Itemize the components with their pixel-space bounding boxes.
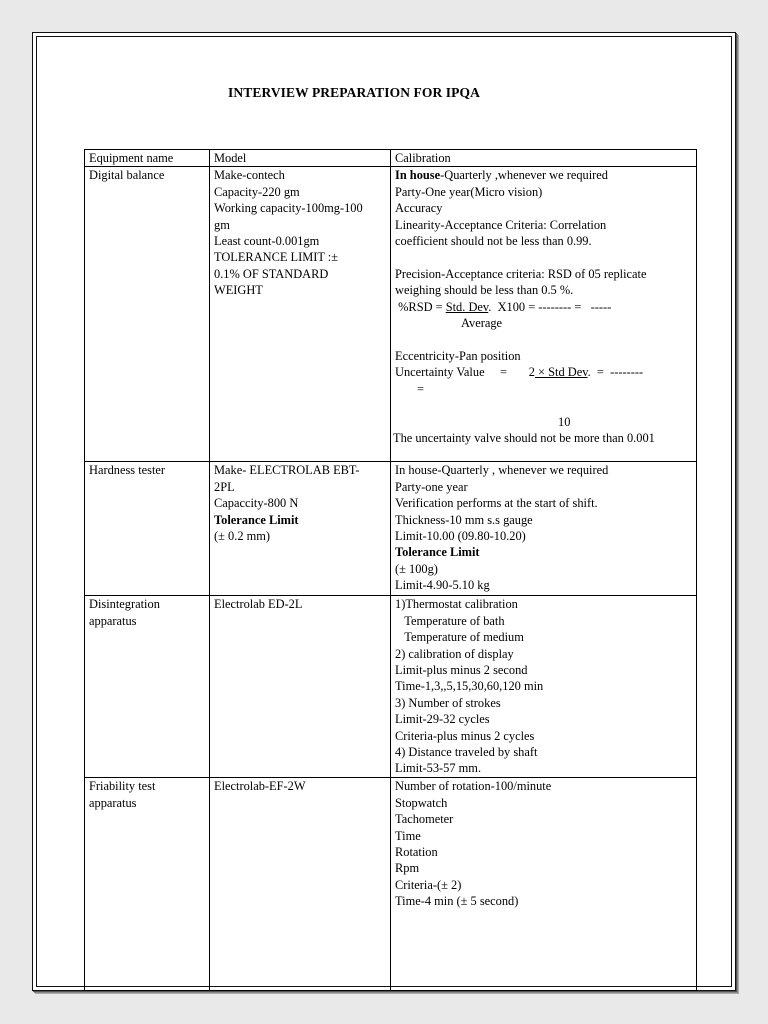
model-line: Make-contech — [214, 168, 285, 183]
blank-line — [395, 331, 694, 347]
calibration-line: weighing should be less than 0.5 %. — [395, 283, 574, 298]
uncertainty-formula — [395, 364, 694, 380]
calibration-line: Limit-4.90-5.10 kg — [395, 578, 490, 593]
unc-equals: = — [417, 381, 424, 396]
model-line: Least count-0.001gm — [214, 234, 320, 249]
blank-line — [395, 249, 694, 265]
table-row — [85, 778, 697, 991]
calibration-line: Eccentricity-Pan position — [395, 348, 521, 363]
calibration-line: Tolerance Limit — [395, 545, 480, 560]
blank-line — [395, 397, 694, 413]
model-line: Make- ELECTROLAB EBT- — [214, 463, 360, 478]
calibration-line: Limit-29-32 cycles — [395, 712, 490, 727]
model-cell — [210, 462, 391, 596]
model-cell: Electrolab-EF-2W — [210, 778, 391, 991]
calibration-line: Number of rotation-100/minute — [395, 779, 552, 794]
calibration-line: Stopwatch — [395, 795, 448, 810]
unc-numerator: × Std Dev — [534, 365, 588, 380]
calibration-table — [84, 149, 697, 991]
calibration-line: Limit-53-57 mm. — [395, 761, 482, 776]
calibration-line: Thickness-10 mm s.s gauge — [395, 512, 533, 527]
calibration-line: Tachometer — [395, 812, 454, 827]
calibration-line: Rotation — [395, 845, 438, 860]
rsd-formula — [395, 299, 694, 315]
equipment-cell: Friability test apparatus — [85, 778, 210, 991]
calibration-line: Linearity-Acceptance Criteria: Correlation — [395, 217, 607, 232]
calibration-line: 2) calibration of display — [395, 646, 514, 661]
calibration-line: Criteria-plus minus 2 cycles — [395, 728, 535, 743]
calibration-line: Temperature of bath — [395, 613, 505, 628]
table-row — [85, 596, 697, 778]
calibration-cell — [391, 596, 697, 778]
inhouse-label: In house — [395, 168, 441, 183]
header-equipment: Equipment name — [85, 150, 210, 167]
calibration-line: 3) Number of strokes — [395, 695, 501, 710]
calibration-line: Limit-plus minus 2 second — [395, 663, 528, 678]
rsd-numerator: Std. Dev — [445, 299, 489, 314]
calibration-cell — [391, 778, 697, 991]
calibration-line: In house-Quarterly , whenever we required — [395, 463, 609, 478]
calibration-line: Time-1,3,,5,15,30,60,120 min — [395, 679, 544, 694]
equipment-cell: Digital balance — [85, 167, 210, 462]
equipment-cell: Disintegration apparatus — [85, 596, 210, 778]
model-line: Working capacity-100mg-100 — [214, 201, 363, 216]
model-line: (± 0.2 mm) — [214, 529, 271, 544]
document-page — [32, 32, 736, 991]
model-line: gm — [214, 217, 230, 232]
model-line: TOLERANCE LIMIT :± — [214, 250, 339, 265]
calibration-line: Verification performs at the start of shift. — [395, 496, 598, 511]
table-row — [85, 167, 697, 462]
model-line: Capaccity-800 N — [214, 496, 299, 511]
model-line: WEIGHT — [214, 283, 263, 298]
unc-denominator: 10 — [558, 414, 571, 429]
table-header-row — [85, 150, 697, 167]
calibration-line: 1)Thermostat calibration — [395, 597, 518, 612]
model-cell: Electrolab ED-2L — [210, 596, 391, 778]
calibration-cell — [391, 167, 697, 462]
calibration-line: 4) Distance traveled by shaft — [395, 745, 538, 760]
calibration-line: Time — [395, 828, 421, 843]
rsd-prefix: %RSD = — [395, 299, 446, 314]
calibration-line: Precision-Acceptance criteria: RSD of 05 replicate — [395, 266, 647, 281]
model-line: 2PL — [214, 479, 235, 494]
unc-suffix: . = -------- — [587, 365, 644, 380]
model-line: 0.1% OF STANDARD — [214, 266, 329, 281]
calibration-line: Accuracy — [395, 201, 443, 216]
header-model: Model — [210, 150, 391, 167]
model-cell — [210, 167, 391, 462]
page-title: INTERVIEW PREPARATION FOR IPQA — [228, 85, 480, 100]
calibration-line: Rpm — [395, 861, 420, 876]
calibration-cell — [391, 462, 697, 596]
inhouse-text: -Quarterly ,whenever we required — [440, 168, 609, 183]
model-line: Capacity-220 gm — [214, 184, 300, 199]
calibration-line: coefficient should not be less than 0.99. — [395, 234, 592, 249]
model-line: Tolerance Limit — [214, 512, 299, 527]
calibration-line: Party-one year — [395, 479, 468, 494]
calibration-line — [395, 167, 694, 183]
unc-prefix: Uncertainty Value = 2 — [395, 365, 535, 380]
calibration-line: Criteria-(± 2) — [395, 877, 462, 892]
calibration-line: The uncertainty valve should not be more than 0.001 — [393, 430, 655, 445]
table-row — [85, 462, 697, 596]
rsd-suffix: . X100 = -------- = ----- — [488, 299, 612, 314]
header-calibration: Calibration — [391, 150, 697, 167]
calibration-line: Limit-10.00 (09.80-10.20) — [395, 529, 526, 544]
calibration-line: Time-4 min (± 5 second) — [395, 894, 519, 909]
calibration-line: Temperature of medium — [395, 630, 524, 645]
calibration-line: Party-One year(Micro vision) — [395, 184, 543, 199]
equipment-cell: Hardness tester — [85, 462, 210, 596]
calibration-line: (± 100g) — [395, 561, 438, 576]
rsd-denominator: Average — [461, 316, 503, 331]
